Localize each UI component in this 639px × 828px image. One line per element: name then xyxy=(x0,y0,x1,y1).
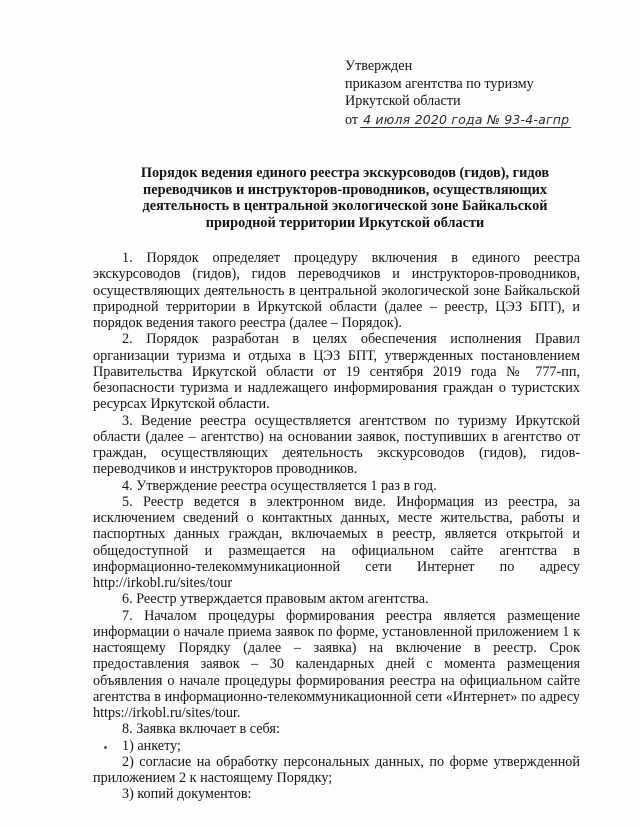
approval-line-region: Иркутской области xyxy=(345,93,461,109)
paragraph-2: 2. Порядок разработан в целях обеспечения исполнения Правил организации туризма и отдыха в ЦЭЗ БПТ, утвержденных постановлением Правительства Иркутской области от 19 сентября 2019 года № 777-пп, безопасности туризма и надлежащего информирования граждан о туристских ресурсах Иркутской области. xyxy=(93,331,580,413)
handwritten-date-number: 4 июля 2020 года № 93-4-агпр xyxy=(360,112,571,128)
document-body xyxy=(93,250,580,803)
document-title xyxy=(95,165,595,231)
approval-line-date xyxy=(345,111,571,130)
list-item-2: 2) согласие на обработку персональных данных, по форме утвержденной приложением 2 к настоящему Порядку; xyxy=(93,753,580,786)
paragraph-1: 1. Порядок определяет процедуру включения в единого реестра экскурсоводов (гидов), гидов переводчиков и инструкторов-проводников, осуществляющих деятельность в центральной экологической зоне Байкальской природной территории в Иркутской области (далее – реестр, ЦЭЗ БПТ), и порядок ведения такого реестра (далее – Порядок). xyxy=(93,250,580,331)
list-item-3: 3) копий документов: xyxy=(122,786,252,803)
paragraph-6: 6. Реестр утверждается правовым актом агентства. xyxy=(122,591,429,608)
paragraph-8: 8. Заявка включает в себя: xyxy=(122,721,280,738)
list-item-1: 1) анкету; xyxy=(122,737,181,754)
paragraph-7: 7. Началом процедуры формирования реестра является размещение информации о начале приема заявок по форме, установленной приложением 1 к настоящему Порядку (далее – заявка) на включение в реестр. Срок предоставления заявок – 30 календарных дней с момента размещения объявления о начале процедуры формирования реестра на официальном сайте агентства в информационно-телекоммуникационной сети «Интернет» по адресу https://irkobl.ru/sites/tour. xyxy=(93,607,580,721)
scan-dot-mark xyxy=(104,746,107,749)
paragraph-3: 3. Ведение реестра осуществляется агентством по туризму Иркутской области (далее – агентство) на основании заявок, поступивших в агентство от граждан, осуществляющих деятельность экскурсоводов (гидов), гидов-переводчиков и инструкторов проводников. xyxy=(93,412,580,478)
approval-line-approved: Утвержден xyxy=(345,58,413,74)
title-line-2: переводчиков и инструкторов-проводников, осуществляющих xyxy=(143,181,547,198)
approval-block xyxy=(345,58,571,129)
paragraph-5: 5. Реестр ведется в электронном виде. Информация из реестра, за исключением сведений о контактных данных, месте жительства, работы и паспортных данных граждан, включаемых в реестр, является открытой и общедоступной и размещается на официальном сайте агентства в информационно-телекоммуникационной сети Интернет по адресу http://irkobl.ru/sites/tour xyxy=(93,493,580,591)
approval-date-prefix: от xyxy=(345,111,359,128)
approval-line-order: приказом агентства по туризму xyxy=(345,75,534,92)
title-line-1: Порядок ведения единого реестра экскурсоводов (гидов), гидов xyxy=(140,165,550,181)
paragraph-4: 4. Утверждение реестра осуществляется 1 раз в год. xyxy=(122,477,437,494)
title-line-4: природной территории Иркутской области xyxy=(205,214,485,231)
title-line-3: деятельность в центральной экологической зоне Байкальской xyxy=(142,198,548,215)
